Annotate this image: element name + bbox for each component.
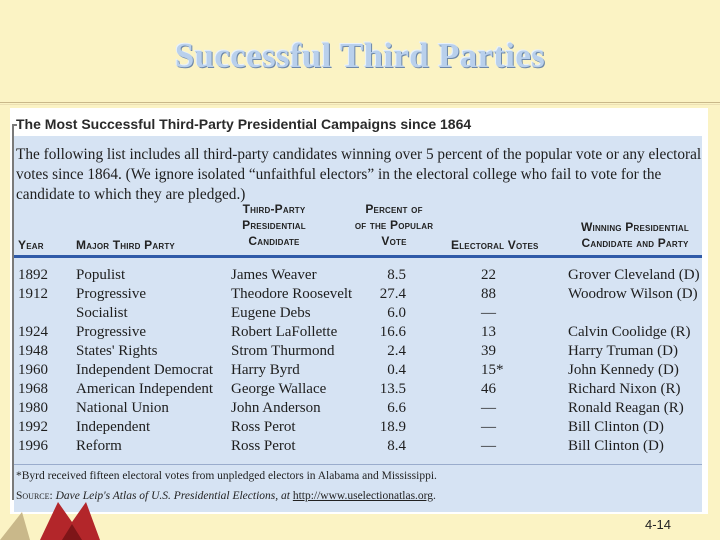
table-row (10, 361, 708, 380)
cell-candidate: Strom Thurmond (231, 343, 335, 359)
cell-year: 1912 (18, 286, 48, 302)
title-separator (0, 102, 720, 103)
header-candidate-line2: Presidential (242, 218, 306, 232)
table-row (10, 304, 708, 323)
table-row (10, 437, 708, 456)
header-candidate-line3: Candidate (248, 234, 300, 248)
cell-electoral: 22 (481, 267, 496, 283)
cell-percent: 8.5 (387, 267, 406, 283)
cell-year: 1980 (18, 400, 48, 416)
cell-percent: 18.9 (379, 419, 406, 435)
header-electoral: Electoral Votes (451, 238, 539, 252)
cell-electoral: 13 (481, 324, 496, 340)
cell-candidate: Theodore Roosevelt (231, 286, 353, 302)
header-percent-line3: Vote (381, 234, 407, 248)
table-panel (10, 108, 708, 514)
cell-year: 1968 (18, 381, 48, 397)
cell-winner: Ronald Reagan (R) (568, 400, 684, 416)
cell-winner: Bill Clinton (D) (568, 438, 664, 454)
header-percent-line1: Percent of (365, 202, 423, 216)
cell-electoral: 88 (481, 286, 496, 302)
cell-winner: Woodrow Wilson (D) (568, 286, 698, 302)
cell-year: 1924 (18, 324, 48, 340)
table-row (10, 418, 708, 437)
cell-party: Reform (76, 438, 122, 454)
cell-party: States' Rights (76, 343, 158, 359)
table-row (10, 323, 708, 342)
cell-candidate: Robert LaFollette (231, 324, 338, 340)
cell-year: 1992 (18, 419, 48, 435)
table-intro: The following list includes all third-party candidates winning over 5 percent of the popular vote or any electoral votes since 1864. (We ignore isolated “unfaithful electors” in the electoral college who fail to vote for the candidate to which they are pledged.) (16, 146, 702, 203)
cell-party: Progressive (76, 286, 146, 302)
cell-candidate: George Wallace (231, 381, 327, 397)
cell-candidate: Harry Byrd (231, 362, 300, 378)
cell-candidate: Ross Perot (231, 438, 296, 454)
cell-electoral: — (481, 438, 496, 454)
cell-percent: 2.4 (387, 343, 406, 359)
table-row (10, 266, 708, 285)
cell-candidate: James Weaver (231, 267, 317, 283)
table-title: The Most Successful Third-Party Presidential Campaigns since 1864 (16, 116, 472, 132)
cell-percent: 0.4 (387, 362, 406, 378)
header-winner-line1: Winning Presidential (581, 220, 689, 234)
cell-electoral: — (481, 400, 496, 416)
cell-winner: Grover Cleveland (D) (568, 267, 700, 283)
cell-percent: 16.6 (379, 324, 406, 340)
cell-percent: 6.0 (387, 305, 406, 321)
cell-percent: 27.4 (379, 286, 406, 302)
cell-party: American Independent (76, 381, 214, 397)
cell-candidate: Ross Perot (231, 419, 296, 435)
cell-electoral: 46 (481, 381, 496, 397)
cell-year: 1948 (18, 343, 48, 359)
cell-electoral: — (481, 419, 496, 435)
cell-party: Progressive (76, 324, 146, 340)
cell-candidate: Eugene Debs (231, 305, 311, 321)
header-candidate-line1: Third-Party (242, 202, 306, 216)
header-winner (565, 219, 705, 251)
cell-party: Socialist (76, 305, 128, 321)
header-percent (344, 201, 444, 249)
source-text: Dave Leip's Atlas of U.S. Presidential Elections, at (55, 490, 290, 502)
cell-electoral: 39 (481, 343, 496, 359)
cell-winner: Richard Nixon (R) (568, 381, 681, 397)
cell-percent: 6.6 (387, 400, 406, 416)
cell-year: 1960 (18, 362, 48, 378)
cell-candidate: John Anderson (231, 400, 321, 416)
source-line: Source: Dave Leip's Atlas of U.S. Presidential Elections, at http://www.uselectionatlas.org. (16, 490, 436, 502)
cell-party: National Union (76, 400, 169, 416)
header-percent-line2: of the Popular (354, 218, 434, 232)
cell-percent: 13.5 (379, 381, 406, 397)
table-row (10, 399, 708, 418)
header-party: Major Third Party (76, 238, 175, 252)
cell-winner: Calvin Coolidge (R) (568, 324, 691, 340)
header-rule (14, 255, 702, 258)
header-winner-line2: Candidate and Party (581, 236, 689, 250)
cell-year: 1892 (18, 267, 48, 283)
cell-electoral: — (481, 305, 496, 321)
source-label: Source: (16, 490, 53, 502)
cell-winner: Bill Clinton (D) (568, 419, 664, 435)
cell-party: Independent Democrat (76, 362, 214, 378)
cell-party: Independent (76, 419, 151, 435)
slide-title: Successful Third Parties (174, 36, 546, 75)
cell-winner: Harry Truman (D) (568, 343, 678, 359)
cell-electoral: 15* (481, 362, 504, 378)
header-year: Year (18, 238, 44, 252)
ribbon-decoration-icon (0, 500, 180, 540)
footnote-rule (14, 464, 702, 465)
cell-year: 1996 (18, 438, 48, 454)
table-row (10, 342, 708, 361)
cell-party: Populist (76, 267, 126, 283)
header-candidate (222, 201, 326, 249)
cell-winner: John Kennedy (D) (568, 362, 679, 378)
table-row (10, 285, 708, 304)
footnote: *Byrd received fifteen electoral votes from unpledged electors in Alabama and Mississippi. (16, 470, 437, 482)
cell-percent: 8.4 (387, 438, 406, 454)
source-link[interactable]: http://www.uselectionatlas.org (292, 490, 434, 502)
title-separator-light (0, 104, 720, 105)
page-number: 4-14 (645, 517, 672, 532)
table-row (10, 380, 708, 399)
